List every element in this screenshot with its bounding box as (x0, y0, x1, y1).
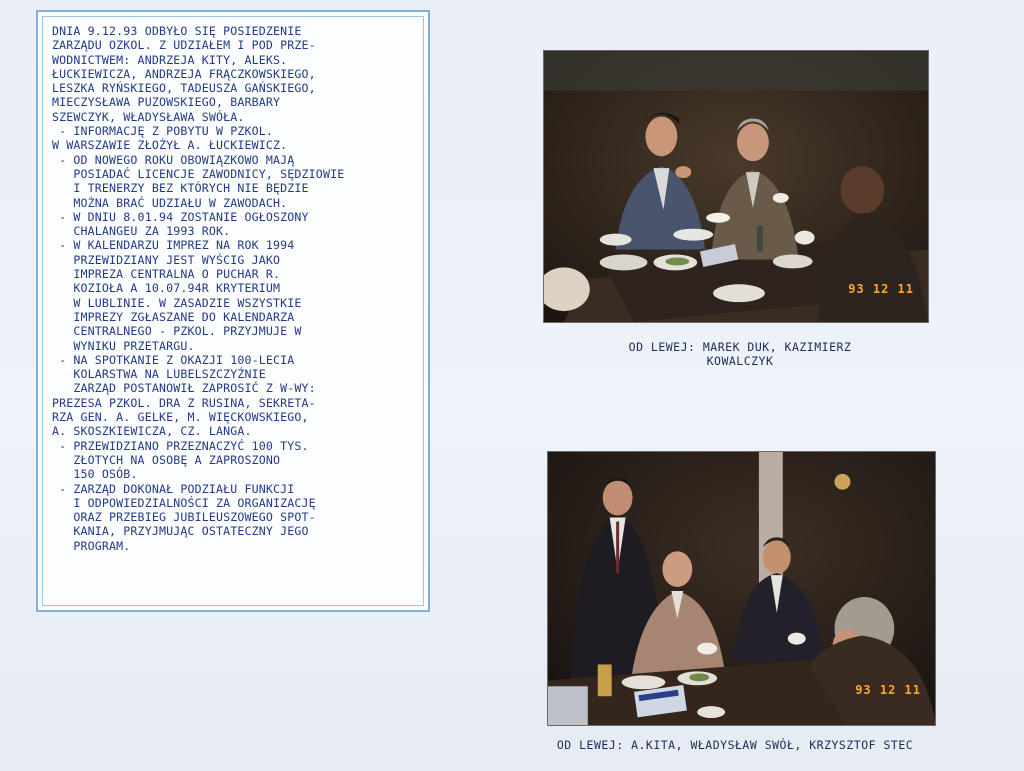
handwritten-note-text: DNIA 9.12.93 ODBYŁO SIĘ POSIEDZENIE ZARZĄDU OZKOL. Z UDZIAŁEM I POD PRZE- WODNICTWEM: ANDRZEJA KITY, ALEKS. ŁUCKIEWICZA, ANDRZEJA FRĄCZKOWSKIEGO, LESZKA RYŃSKIEGO, TADEUSZA GAŃSKIEGO, MIECZYSŁAWA PUZOWSKIEGO, BARBARY SZEWCZYK, WŁADYSŁAWA SWÓŁA. - INFORMACJĘ Z POBYTU W PZKOL. W WARSZAWIE ZŁOŻYŁ A. ŁUCKIEWICZ. - OD NOWEGO ROKU OBOWIĄZKOWO MAJĄ POSIADAĆ LICENCJE ZAWODNICY, SĘDZIOWIE I TRENERZY BEZ KTÓRYCH NIE BĘDZIE MOŻNA BRAĆ UDZIAŁU W ZAWODACH. - W DNIU 8.01.94 ZOSTANIE OGŁOSZONY CHALANGEU ZA 1993 ROK. - W KALENDARZU IMPREZ NA ROK 1994 PRZEWIDZIANY JEST WYŚCIG JAKO IMPREZA CENTRALNA O PUCHAR R. KOZIOŁA A 10.07.94R KRYTERIUM W LUBLINIE. W ZASADZIE WSZYSTKIE IMPREZY ZGŁASZANE DO KALENDARZA CENTRALNEGO - PZKOL. PRZYJMUJE W WYNIKU PRZETARGU. - NA SPOTKANIE Z OKAZJI 100-LECIA KOLARSTWA NA LUBELSZCZYŹNIE ZARZĄD POSTANOWIŁ ZAPROSIĆ Z W-WY: PREZESA PZKOL. DRA Z RUSINA, SEKRETA- RZA GEN. A. GELKE, M. WIĘCKOWSKIEGO, A. SKOSZKIEWICZA, CZ. LANGA. - PRZEWIDZIANO PRZEZNACZYĆ 100 TYS. ZŁOTYCH NA OSOBĘ A ZAPROSZONO 150 OSÓB. - ZARZĄD DOKONAŁ PODZIAŁU FUNKCJI I ODPOWIEDZIALNOŚCI ZA ORGANIZACJĘ ORAZ PRZEBIEG JUBILEUSZOWEGO SPOT- KANIA, PRZYJMUJĄC OSTATECZNY JEGO PROGRAM. (52, 24, 345, 553)
photo-meeting-top (543, 50, 929, 323)
photo-bottom-date-stamp: 93 12 11 (855, 683, 921, 697)
photo-top-date-stamp: 93 12 11 (848, 282, 914, 296)
photo-bottom-caption: OD LEWEJ: A.KITA, WŁADYSŁAW SWÓŁ, KRZYSZTOF STEC (556, 738, 914, 752)
photo-top-caption: OD LEWEJ: MAREK DUK, KAZIMIERZ KOWALCZYK (628, 340, 852, 368)
photo-meeting-bottom (547, 451, 936, 726)
handwritten-note-card (36, 10, 430, 612)
